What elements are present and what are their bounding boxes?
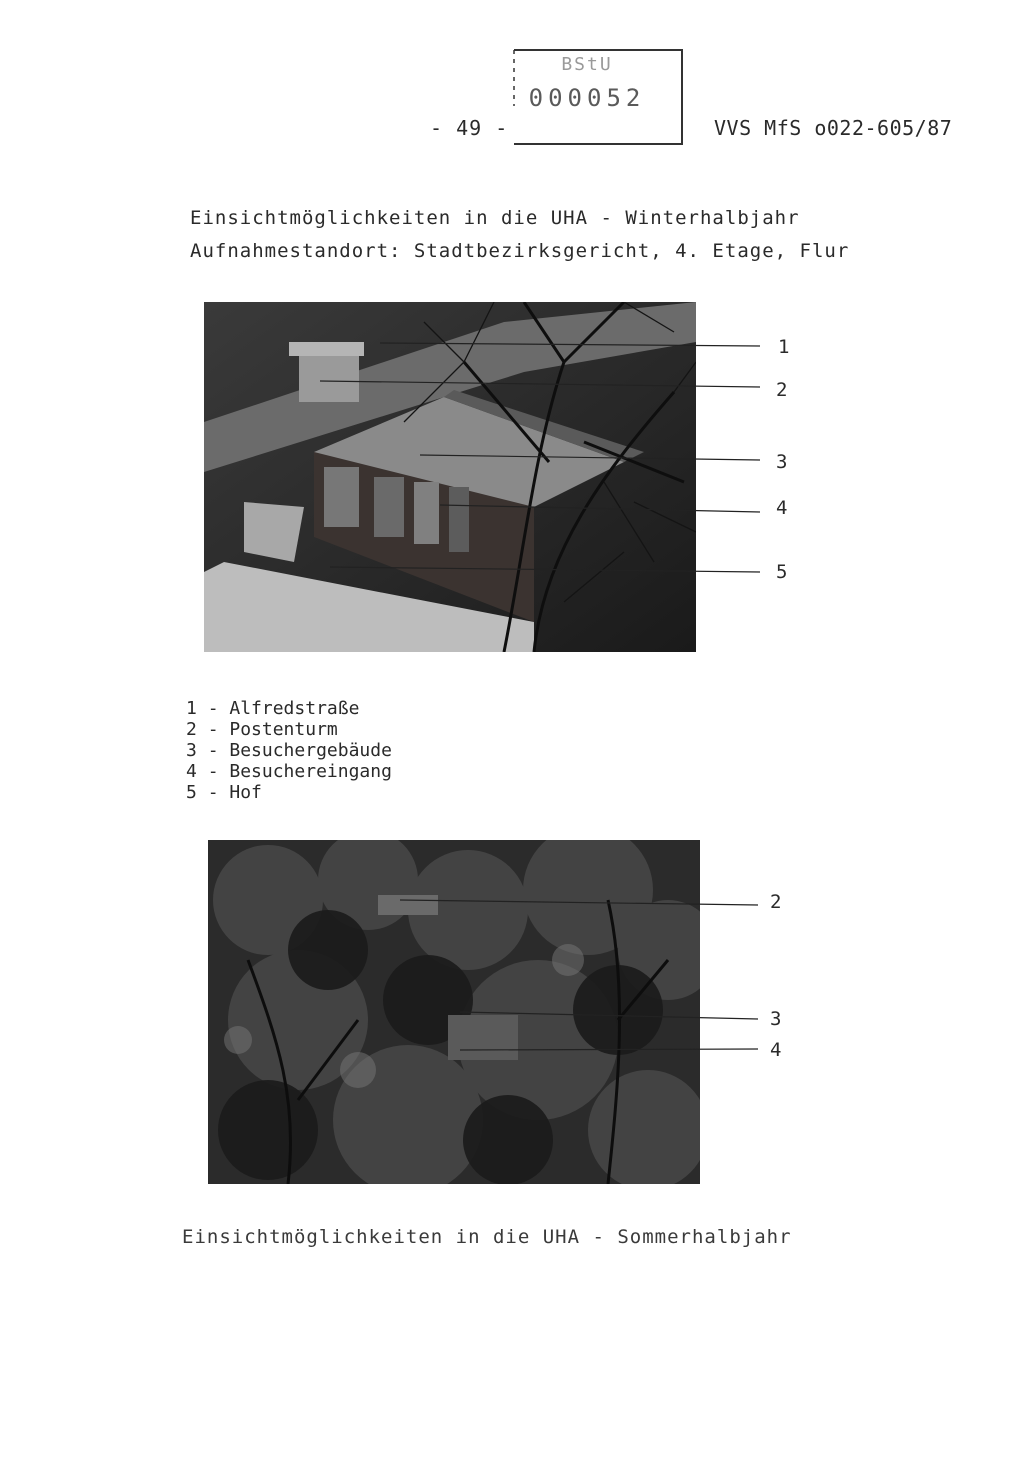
callout-3: 3 xyxy=(776,451,788,473)
title-line-2: Aufnahmestandort: Stadtbezirksgericht, 4. Etage, Flur xyxy=(190,240,850,262)
photo-caption: Einsichtmöglichkeiten in die UHA - Sommerhalbjahr xyxy=(182,1226,792,1248)
legend-item: 1 - Alfredstraße xyxy=(186,698,360,719)
callout-summer-2: 2 xyxy=(770,891,782,913)
stamp-agency: BStU xyxy=(561,54,613,75)
stamp-number: 000052 xyxy=(528,84,646,112)
callout-summer-3: 3 xyxy=(770,1008,782,1030)
callout-5: 5 xyxy=(776,561,788,583)
title-line-1: Einsichtmöglichkeiten in die UHA - Winterhalbjahr xyxy=(190,207,800,229)
callout-1: 1 xyxy=(778,336,790,358)
callout-4: 4 xyxy=(776,497,788,519)
callout-2: 2 xyxy=(776,379,788,401)
callout-summer-4: 4 xyxy=(770,1039,782,1061)
legend-item: 3 - Besuchergebäude xyxy=(186,740,392,761)
document-reference: VVS MfS o022-605/87 xyxy=(714,116,953,140)
legend-item: 2 - Postenturm xyxy=(186,719,338,740)
page-number: - 49 - xyxy=(430,116,509,140)
legend-item: 5 - Hof xyxy=(186,782,262,803)
legend-item: 4 - Besuchereingang xyxy=(186,761,392,782)
photo-legend xyxy=(186,698,392,803)
